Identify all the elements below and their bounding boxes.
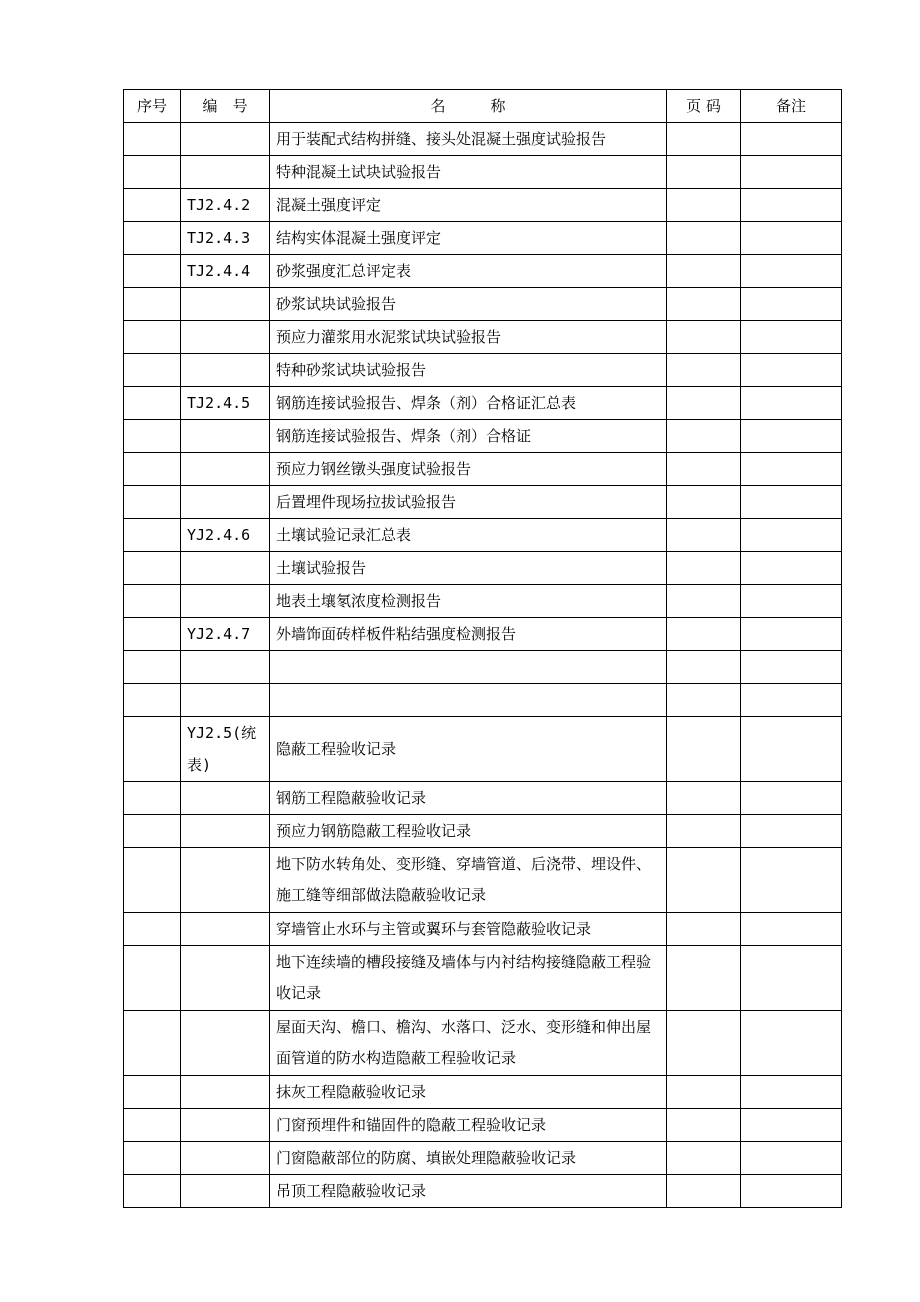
cell-index	[124, 1175, 181, 1208]
cell-page	[667, 486, 741, 519]
cell-name	[270, 651, 667, 684]
cell-name: 特种砂浆试块试验报告	[270, 354, 667, 387]
cell-page	[667, 782, 741, 815]
cell-index	[124, 255, 181, 288]
cell-page	[667, 156, 741, 189]
cell-code	[181, 354, 270, 387]
cell-name: 外墙饰面砖样板件粘结强度检测报告	[270, 618, 667, 651]
table-row	[124, 321, 842, 354]
cell-remark	[741, 354, 842, 387]
cell-name: 门窗预埋件和锚固件的隐蔽工程验收记录	[270, 1109, 667, 1142]
table-row	[124, 156, 842, 189]
cell-name: 钢筋连接试验报告、焊条（剂）合格证	[270, 420, 667, 453]
table-row	[124, 1109, 842, 1142]
cell-code	[181, 123, 270, 156]
cell-index	[124, 156, 181, 189]
table-row	[124, 222, 842, 255]
header-remark: 备注	[741, 90, 842, 123]
header-name: 名 称	[270, 90, 667, 123]
index-table	[123, 89, 842, 1208]
cell-remark	[741, 519, 842, 552]
cell-remark	[741, 913, 842, 946]
table-row	[124, 288, 842, 321]
cell-index	[124, 913, 181, 946]
cell-code: YJ2.4.7	[181, 618, 270, 651]
cell-index	[124, 552, 181, 585]
table-row	[124, 618, 842, 651]
cell-remark	[741, 585, 842, 618]
cell-page	[667, 1011, 741, 1076]
table-row	[124, 1142, 842, 1175]
cell-remark	[741, 453, 842, 486]
table-row	[124, 946, 842, 1011]
cell-index	[124, 1011, 181, 1076]
cell-code	[181, 1109, 270, 1142]
cell-code: TJ2.4.3	[181, 222, 270, 255]
table-row	[124, 552, 842, 585]
cell-page	[667, 1142, 741, 1175]
cell-page	[667, 222, 741, 255]
cell-index	[124, 354, 181, 387]
cell-name: 预应力钢丝镦头强度试验报告	[270, 453, 667, 486]
cell-page	[667, 848, 741, 913]
cell-name: 土壤试验记录汇总表	[270, 519, 667, 552]
cell-remark	[741, 387, 842, 420]
table-row	[124, 255, 842, 288]
cell-code	[181, 946, 270, 1011]
cell-index	[124, 585, 181, 618]
cell-page	[667, 684, 741, 717]
cell-index	[124, 848, 181, 913]
cell-page	[667, 618, 741, 651]
cell-index	[124, 1076, 181, 1109]
cell-name: 用于装配式结构拼缝、接头处混凝土强度试验报告	[270, 123, 667, 156]
table-body	[124, 123, 842, 1208]
table-row	[124, 486, 842, 519]
cell-name: 吊顶工程隐蔽验收记录	[270, 1175, 667, 1208]
table-row	[124, 519, 842, 552]
cell-code	[181, 288, 270, 321]
cell-remark	[741, 782, 842, 815]
cell-code	[181, 1175, 270, 1208]
table-row	[124, 684, 842, 717]
cell-code	[181, 1011, 270, 1076]
cell-name: 预应力灌浆用水泥浆试块试验报告	[270, 321, 667, 354]
table-row	[124, 420, 842, 453]
cell-index	[124, 1109, 181, 1142]
cell-code: TJ2.4.5	[181, 387, 270, 420]
cell-remark	[741, 815, 842, 848]
cell-index	[124, 651, 181, 684]
cell-page	[667, 1109, 741, 1142]
cell-index	[124, 189, 181, 222]
table-row	[124, 1076, 842, 1109]
table-row	[124, 585, 842, 618]
cell-page	[667, 946, 741, 1011]
cell-index	[124, 717, 181, 782]
cell-code	[181, 913, 270, 946]
cell-remark	[741, 189, 842, 222]
table-row	[124, 782, 842, 815]
cell-remark	[741, 848, 842, 913]
cell-page	[667, 815, 741, 848]
cell-page	[667, 1076, 741, 1109]
cell-remark	[741, 552, 842, 585]
table-row	[124, 651, 842, 684]
cell-code	[181, 1142, 270, 1175]
cell-name: 地下连续墙的槽段接缝及墙体与内衬结构接缝隐蔽工程验收记录	[270, 946, 667, 1011]
cell-name: 钢筋连接试验报告、焊条（剂）合格证汇总表	[270, 387, 667, 420]
cell-page	[667, 717, 741, 782]
cell-name: 穿墙管止水环与主管或翼环与套管隐蔽验收记录	[270, 913, 667, 946]
cell-index	[124, 453, 181, 486]
cell-code: TJ2.4.4	[181, 255, 270, 288]
cell-index	[124, 782, 181, 815]
table-row	[124, 913, 842, 946]
cell-index	[124, 321, 181, 354]
cell-remark	[741, 486, 842, 519]
cell-code	[181, 420, 270, 453]
cell-index	[124, 815, 181, 848]
cell-code	[181, 1076, 270, 1109]
cell-name	[270, 684, 667, 717]
cell-index	[124, 123, 181, 156]
cell-code	[181, 782, 270, 815]
table-row	[124, 815, 842, 848]
cell-index	[124, 420, 181, 453]
table-row	[124, 848, 842, 913]
cell-page	[667, 453, 741, 486]
header-index: 序号	[124, 90, 181, 123]
cell-index	[124, 684, 181, 717]
cell-page	[667, 123, 741, 156]
cell-remark	[741, 255, 842, 288]
cell-remark	[741, 946, 842, 1011]
cell-name: 地下防水转角处、变形缝、穿墙管道、后浇带、埋设件、施工缝等细部做法隐蔽验收记录	[270, 848, 667, 913]
cell-index	[124, 1142, 181, 1175]
cell-remark	[741, 123, 842, 156]
cell-remark	[741, 1011, 842, 1076]
cell-name: 屋面天沟、檐口、檐沟、水落口、泛水、变形缝和伸出屋面管道的防水构造隐蔽工程验收记录	[270, 1011, 667, 1076]
cell-name: 特种混凝土试块试验报告	[270, 156, 667, 189]
table-row	[124, 354, 842, 387]
cell-name: 抹灰工程隐蔽验收记录	[270, 1076, 667, 1109]
cell-page	[667, 255, 741, 288]
cell-page	[667, 189, 741, 222]
cell-page	[667, 552, 741, 585]
cell-remark	[741, 1109, 842, 1142]
table-row	[124, 1175, 842, 1208]
cell-code	[181, 486, 270, 519]
cell-name: 砂浆强度汇总评定表	[270, 255, 667, 288]
cell-code	[181, 848, 270, 913]
cell-code	[181, 684, 270, 717]
table-row	[124, 123, 842, 156]
cell-code	[181, 651, 270, 684]
cell-code	[181, 453, 270, 486]
cell-remark	[741, 717, 842, 782]
cell-page	[667, 651, 741, 684]
cell-name: 门窗隐蔽部位的防腐、填嵌处理隐蔽验收记录	[270, 1142, 667, 1175]
header-page: 页 码	[667, 90, 741, 123]
cell-index	[124, 946, 181, 1011]
cell-name: 地表土壤氡浓度检测报告	[270, 585, 667, 618]
cell-remark	[741, 1175, 842, 1208]
cell-code: YJ2.4.6	[181, 519, 270, 552]
cell-page	[667, 913, 741, 946]
cell-remark	[741, 321, 842, 354]
cell-code	[181, 552, 270, 585]
cell-name: 钢筋工程隐蔽验收记录	[270, 782, 667, 815]
cell-name: 混凝土强度评定	[270, 189, 667, 222]
cell-index	[124, 486, 181, 519]
cell-code	[181, 321, 270, 354]
cell-code: YJ2.5(统表)	[181, 717, 270, 782]
cell-index	[124, 519, 181, 552]
cell-code	[181, 815, 270, 848]
cell-name: 砂浆试块试验报告	[270, 288, 667, 321]
cell-page	[667, 519, 741, 552]
header-row	[124, 90, 842, 123]
cell-remark	[741, 420, 842, 453]
table-row	[124, 1011, 842, 1076]
cell-index	[124, 222, 181, 255]
table-row	[124, 387, 842, 420]
cell-remark	[741, 1076, 842, 1109]
table-row	[124, 717, 842, 782]
cell-page	[667, 585, 741, 618]
cell-page	[667, 420, 741, 453]
cell-name: 预应力钢筋隐蔽工程验收记录	[270, 815, 667, 848]
cell-remark	[741, 684, 842, 717]
cell-page	[667, 387, 741, 420]
cell-name: 隐蔽工程验收记录	[270, 717, 667, 782]
cell-remark	[741, 1142, 842, 1175]
cell-page	[667, 1175, 741, 1208]
cell-code	[181, 156, 270, 189]
table-row	[124, 453, 842, 486]
table-row	[124, 189, 842, 222]
cell-name: 结构实体混凝土强度评定	[270, 222, 667, 255]
cell-remark	[741, 288, 842, 321]
cell-code	[181, 585, 270, 618]
header-code: 编 号	[181, 90, 270, 123]
cell-remark	[741, 618, 842, 651]
cell-name: 土壤试验报告	[270, 552, 667, 585]
cell-name: 后置埋件现场拉拔试验报告	[270, 486, 667, 519]
cell-page	[667, 321, 741, 354]
cell-remark	[741, 651, 842, 684]
cell-page	[667, 354, 741, 387]
cell-remark	[741, 222, 842, 255]
cell-page	[667, 288, 741, 321]
cell-index	[124, 618, 181, 651]
cell-code: TJ2.4.2	[181, 189, 270, 222]
cell-index	[124, 288, 181, 321]
cell-remark	[741, 156, 842, 189]
cell-index	[124, 387, 181, 420]
